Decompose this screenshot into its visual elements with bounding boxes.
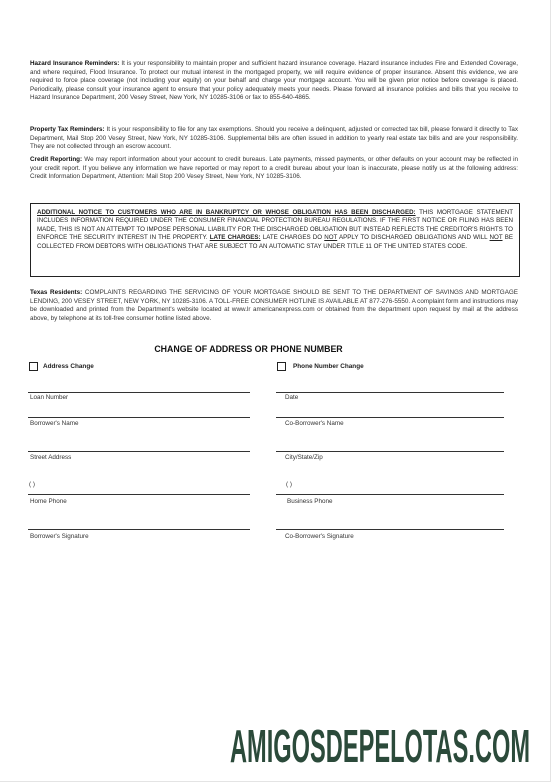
coborrower-name-field[interactable]	[276, 417, 504, 418]
late-charges-label: LATE CHARGES:	[209, 234, 261, 242]
street-address-field[interactable]	[28, 451, 250, 452]
texas-residents-text: COMPLAINTS REGARDING THE SERVICING OF YOUR MORTGAGE SHOULD BE SENT TO THE DEPARTMENT OF SAVINGS AND MORTGAGE LENDING, 200 VESEY STREET, NEW YORK, NY 10285-3106. A TOLL-FREE CONSUMER HOTLINE IS AVAILABLE AT 877-276-5550. A complaint form and instructions may be downloaded and printed from the Department's website located at www.lr americanexpress.com or obtained from the department upon request by mail at the address above, by telephone at its toll-free consumer hotline listed above.	[30, 289, 518, 322]
notice-text: THIS MORTGAGE STATEMENT INCLUDES INFORMATION REQUIRED UNDER THE CONSUMER FINANCIAL PROTECTION BUREAU REGULATIONS. IF THE FIRST NOTICE OR FILING HAS BEEN MADE, THIS IS NOT AN ATTEMPT TO IMPOSE PERSONAL LIABILITY FOR THE DISCHARGED OBLIGATION BUT INSTEAD REFLECTS THE CREDITOR'S RIGHTS TO ENFORCE THE SECURITY INTEREST IN THE PROPERTY.	[37, 209, 513, 242]
late-charges-text-b: APPLY TO DISCHARGED OBLIGATIONS AND WILL	[339, 234, 488, 242]
phone-change-checkbox[interactable]	[277, 362, 286, 371]
date-field[interactable]	[276, 392, 504, 393]
address-change-checkbox[interactable]	[29, 362, 38, 371]
address-change-label: Address Change	[43, 363, 94, 370]
borrower-name-label: Borrower's Name	[30, 420, 79, 427]
property-tax-title: Property Tax Reminders:	[30, 126, 105, 133]
credit-reporting-paragraph	[30, 156, 518, 182]
coborrower-signature-field[interactable]	[276, 529, 504, 530]
borrower-signature-label: Borrower's Signature	[30, 533, 89, 540]
late-charges-text-c: BE COLLECTED FROM DEBTORS WITH OBLIGATIONS THAT ARE SUBJECT TO AN AUTOMATIC STAY UNDER TITLE 11 OF THE UNITED STATES CODE.	[37, 234, 513, 250]
city-state-zip-label: City/State/Zip	[285, 454, 323, 461]
hazard-insurance-text: It is your responsibility to maintain proper and sufficient hazard insurance coverage. Hazard insurance includes Fire and Extended Coverage, and where required, Flood Insurance. To protect our mutual interest in the mortgaged property, we will require evidence of proper insurance. Absent this evidence, we are required to force place coverage (not including your equity) on your behalf and charge your mortgage account. You will be given prior notice before coverage is placed. Periodically, please consult your insurance agent to ensure that your policy adequately meets your needs. Please forward all insurance policies and bills that you receive to Hazard Insurance Department, 200 Vesey Street, New York, NY 10285-3106 or fax to 855-640-4865.	[30, 60, 519, 102]
business-phone-area-code: ( )	[286, 481, 292, 488]
hazard-insurance-paragraph	[30, 60, 518, 103]
date-label: Date	[285, 394, 299, 401]
phone-change-label: Phone Number Change	[293, 363, 364, 370]
hazard-insurance-title: Hazard Insurance Reminders:	[30, 60, 120, 67]
street-address-label: Street Address	[30, 454, 72, 461]
texas-residents-title: Texas Residents:	[30, 289, 83, 296]
site-watermark-logo	[228, 722, 532, 768]
borrower-name-field[interactable]	[28, 417, 250, 418]
home-phone-area-code: ( )	[29, 481, 35, 488]
home-phone-field[interactable]	[28, 494, 250, 495]
business-phone-label: Business Phone	[287, 498, 333, 505]
credit-reporting-text: We may report information about your account to credit bureaus. Late payments, missed payments, or other defaults on your account may be reflected in your credit report. If you believe any information we have reported or may report to a credit bureau about your loan is inaccurate, please notify us at the following address: Credit Information Department, Attention: Mail Stop 200 Vesey Street, New York, NY 10285-3106.	[30, 156, 519, 181]
not-emphasis-2: NOT	[489, 234, 503, 242]
loan-number-field[interactable]	[28, 392, 250, 393]
credit-reporting-title: Credit Reporting:	[30, 156, 83, 163]
late-charges-text-a: LATE CHARGES DO	[262, 234, 323, 242]
borrower-signature-field[interactable]	[28, 529, 250, 530]
property-tax-text: It is your responsibility to file for any tax exemptions. Should you receive a delinquent, adjusted or corrected tax bill, please forward it directly to Tax Department, Mail Stop 200 Vesey Street, New York, NY 10285-3106. Supplemental bills are often issued in addition to yearly real estate tax bills and are your responsibility. They are not collected through an escrow account.	[30, 126, 519, 151]
bankruptcy-notice-box	[30, 203, 520, 277]
business-phone-field[interactable]	[276, 494, 504, 495]
city-state-zip-field[interactable]	[276, 451, 504, 452]
property-tax-paragraph	[30, 126, 518, 152]
home-phone-label: Home Phone	[30, 498, 67, 505]
not-emphasis-1: NOT	[324, 234, 338, 242]
texas-residents-paragraph	[30, 289, 518, 323]
notice-heading: ADDITIONAL NOTICE TO CUSTOMERS WHO ARE IN BANKRUPTCY OR WHOSE OBLIGATION HAS BEEN DISCHARGED:	[37, 209, 416, 216]
coborrower-signature-label: Co-Borrower's Signature	[285, 533, 354, 540]
change-of-address-title: CHANGE OF ADDRESS OR PHONE NUMBER	[154, 344, 343, 354]
watermark-text: AMIGOSDEPELOTAS.COM	[230, 722, 530, 768]
coborrower-name-label: Co-Borrower's Name	[285, 420, 344, 427]
loan-number-label: Loan Number	[30, 394, 69, 401]
